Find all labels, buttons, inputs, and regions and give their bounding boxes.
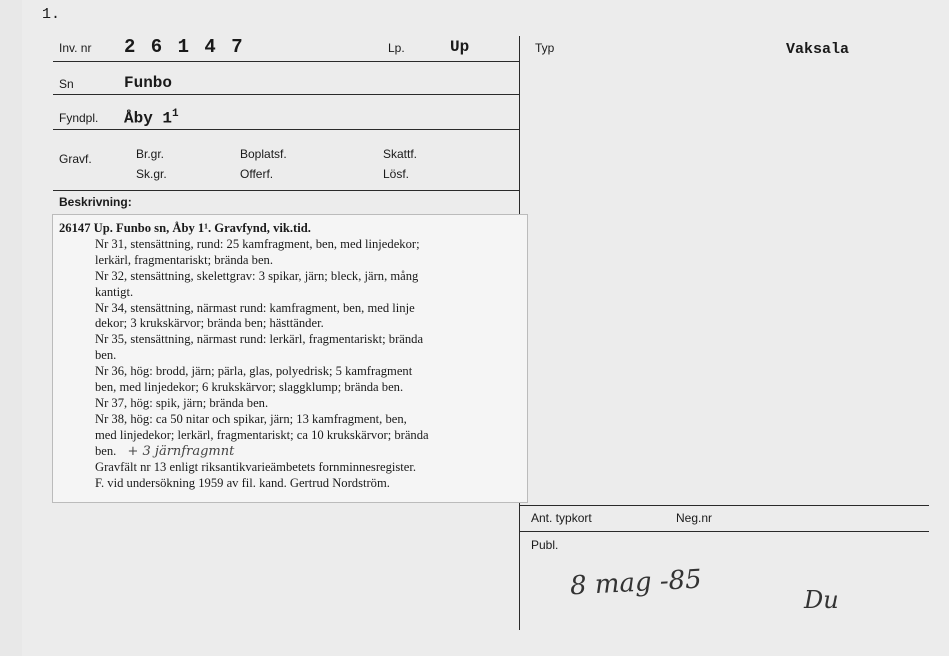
ant-typkort-rule [519, 505, 929, 506]
desc-line-6: Nr 34, stensättning, närmast rund: kamfragment, ben, med linje [95, 300, 415, 315]
desc-line-15 [59, 444, 527, 460]
desc-line-1: 26147 Up. Funbo sn, Åby 1¹. Gravfynd, vik.tid. [59, 221, 311, 235]
fyndpl-superscript: 1 [172, 108, 179, 120]
desc-line-12: Nr 37, hög: spik, järn; brända ben. [95, 395, 269, 410]
description-slip [52, 214, 528, 503]
inv-nr-label: Inv. nr [59, 41, 92, 55]
fyndpl-main: Åby 1 [124, 109, 173, 128]
card-number: 1. [42, 6, 61, 23]
boplatsf-label: Boplatsf. [240, 147, 287, 161]
desc-line-14: med linjedekor; lerkärl, fragmentariskt; ca 10 krukskärvor; brända [95, 427, 429, 442]
desc-line-13: Nr 38, hög: ca 50 nitar och spikar, järn; 13 kamfragment, ben, [95, 411, 407, 426]
typ-label: Typ [535, 41, 555, 55]
desc-line-4: Nr 32, stensättning, skelettgrav: 3 spikar, järn; bleck, järn, mång [95, 268, 419, 283]
fyndpl-value [124, 108, 179, 127]
sn-label: Sn [59, 77, 74, 91]
typ-value: Vaksala [786, 41, 850, 58]
desc-line-5: kantigt. [95, 284, 134, 299]
row-rule-3 [53, 129, 519, 130]
offerf-label: Offerf. [240, 167, 274, 181]
row-rule-1 [53, 61, 519, 62]
ant-typkort-label: Ant. typkort [531, 511, 592, 525]
inv-nr-value: 2 6 1 4 7 [124, 36, 245, 58]
handwritten-addition: + 3 järnfragmnt [127, 443, 235, 459]
beskrivning-label: Beskrivning: [59, 195, 132, 209]
losf-label: Lösf. [383, 167, 410, 181]
publ-label: Publ. [531, 538, 559, 552]
brgr-label: Br.gr. [136, 147, 165, 161]
desc-line-11: ben, med linjedekor; 6 krukskärvor; slaggklump; brända ben. [95, 380, 404, 395]
desc-line-16: Gravfält nr 13 enligt riksantikvarieämbetets fornminnesregister. [95, 459, 417, 474]
skgr-label: Sk.gr. [136, 167, 167, 181]
desc-line-9: ben. [95, 348, 117, 363]
desc-line-10: Nr 36, hög: brodd, järn; pärla, glas, polyedrisk; 5 kamfragment [95, 364, 413, 379]
lp-value: Up [450, 38, 470, 56]
row-rule-2 [53, 94, 519, 95]
desc-line-17: F. vid undersökning 1959 av fil. kand. Gertrud Nordström. [95, 475, 390, 490]
desc-line-7: dekor; 3 krukskärvor; brända ben; hästtänder. [95, 316, 324, 331]
desc-line-2: Nr 31, stensättning, rund: 25 kamfragment, ben, med linjedekor; [95, 236, 420, 251]
lp-label: Lp. [388, 41, 405, 55]
publ-rule [519, 531, 929, 532]
neg-nr-label: Neg.nr [676, 511, 713, 525]
handwritten-initials: Du [804, 586, 839, 614]
desc-line-3: lerkärl, fragmentariskt; brända ben. [95, 252, 273, 267]
desc-line-15-text: ben. [95, 443, 117, 458]
desc-line-8: Nr 35, stensättning, närmast rund: lerkärl, fragmentariskt; brända [95, 332, 424, 347]
skattf-label: Skattf. [383, 147, 418, 161]
gravf-label: Gravf. [59, 152, 92, 166]
sn-value: Funbo [124, 74, 173, 92]
row-rule-4 [53, 190, 519, 191]
fyndpl-label: Fyndpl. [59, 111, 99, 125]
handwritten-date: 8 mag -85 [569, 564, 703, 602]
